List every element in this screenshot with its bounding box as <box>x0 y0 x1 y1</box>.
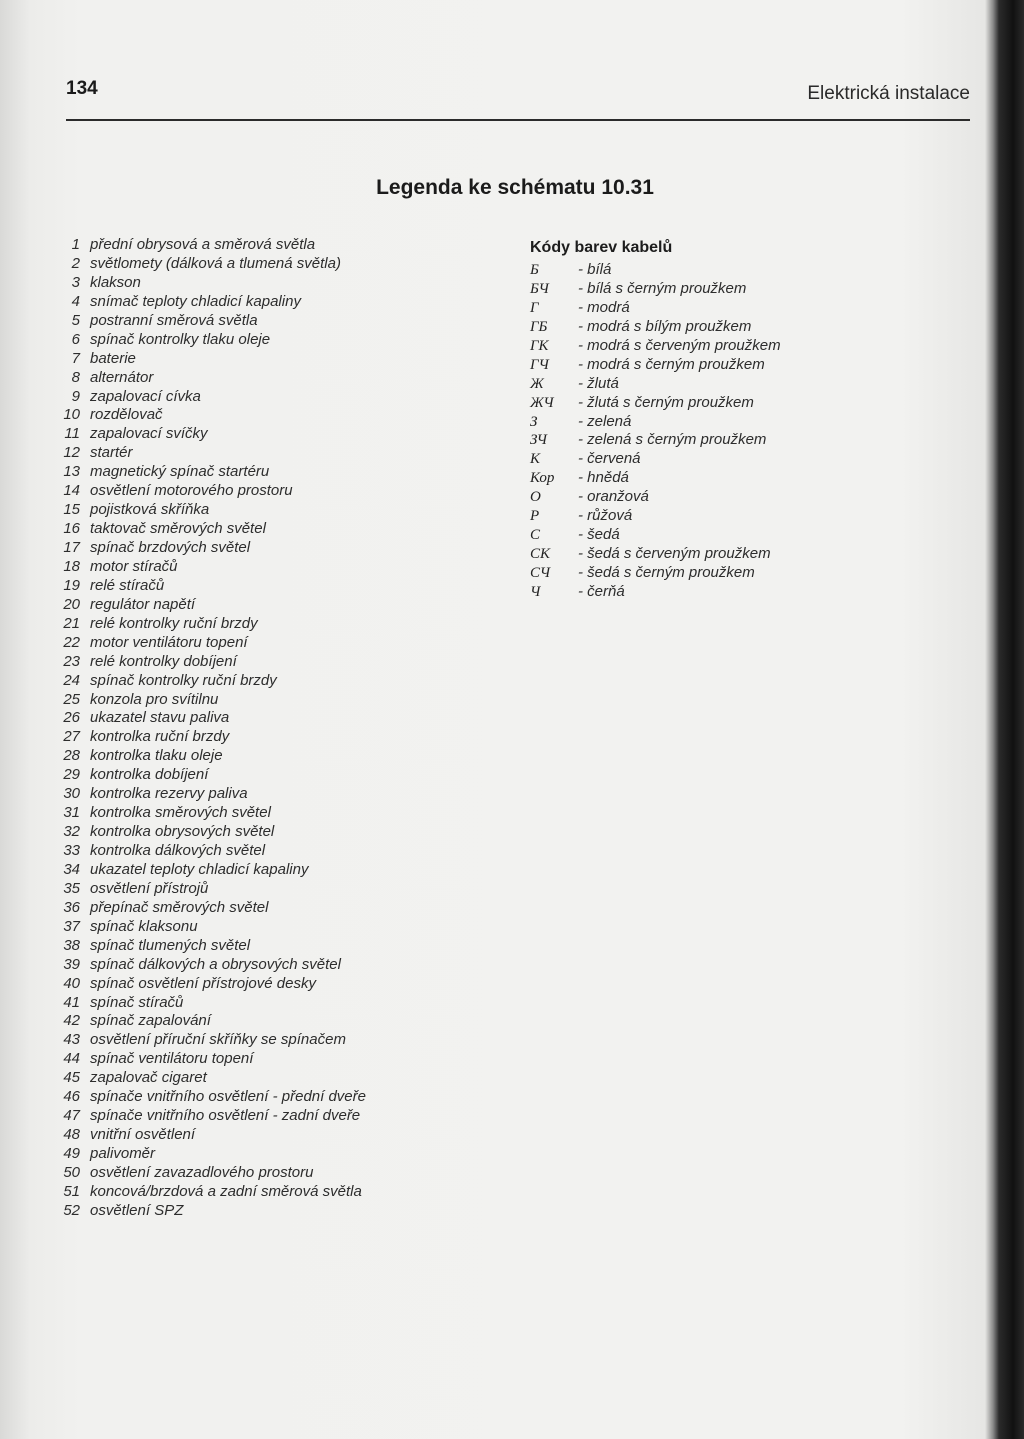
legend-item <box>48 1145 366 1164</box>
legend-item <box>48 994 366 1013</box>
legend-item-number: 27 <box>63 728 80 746</box>
color-code-row <box>530 450 781 469</box>
legend-item-number: 26 <box>63 709 80 727</box>
color-code-row <box>530 545 781 564</box>
color-code: Г <box>530 299 539 316</box>
color-description: - červená <box>578 450 641 468</box>
legend-item <box>48 728 366 747</box>
legend-item-text: relé kontrolky dobíjení <box>90 652 237 670</box>
legend-item-number: 21 <box>63 614 80 632</box>
legend-item-text: spínač kontrolky ruční brzdy <box>90 671 277 689</box>
legend-item-number: 50 <box>63 1163 80 1181</box>
legend-item-number: 4 <box>71 292 80 310</box>
color-description: - hnědá <box>578 469 629 487</box>
legend-item <box>48 880 366 899</box>
legend-item-number: 35 <box>63 879 80 897</box>
legend-item-text: spínače vnitřního osvětlení - přední dveře <box>90 1088 366 1106</box>
legend-item-number: 33 <box>63 842 80 859</box>
legend-item-text: zapalovací svíčky <box>90 425 208 443</box>
legend-item-text: spínače vnitřního osvětlení - zadní dveře <box>90 1107 361 1125</box>
legend-item <box>48 956 366 975</box>
legend-item <box>48 255 366 274</box>
legend-item <box>48 520 366 539</box>
legend-item-text: spínač klaksonu <box>90 917 198 935</box>
color-description: - modrá s černým proužkem <box>578 355 765 373</box>
section-title: Elektrická instalace <box>807 83 970 104</box>
color-description: - růžová <box>578 507 633 525</box>
legend-item-number: 45 <box>63 1069 80 1087</box>
legend-item-text: osvětlení příruční skříňky se spínačem <box>90 1031 346 1049</box>
legend-item-number: 18 <box>63 557 80 575</box>
legend-item-text: spínač brzdových světel <box>90 539 251 556</box>
book-spine-shadow <box>993 0 1024 1439</box>
legend-item <box>48 842 366 861</box>
color-code: Кор <box>530 470 555 487</box>
legend-item-number: 16 <box>63 520 80 538</box>
legend-item <box>48 1164 366 1183</box>
color-code: БЧ <box>530 280 549 297</box>
legend-item <box>48 975 366 994</box>
legend-item-number: 7 <box>71 349 80 367</box>
legend-item-text: spínač kontrolky tlaku oleje <box>90 330 271 348</box>
legend-item-number: 24 <box>63 671 80 689</box>
color-code: ГЧ <box>530 356 549 373</box>
legend-item-number: 23 <box>63 652 80 670</box>
legend-item-text: kontrolka ruční brzdy <box>90 728 230 746</box>
legend-item-number: 43 <box>63 1031 80 1049</box>
legend-item-text: osvětlení motorového prostoru <box>90 482 293 500</box>
legend-item <box>48 388 366 407</box>
legend-item <box>48 615 366 634</box>
legend-item <box>48 766 366 785</box>
legend-item-text: kontrolka dálkových světel <box>90 842 266 859</box>
color-code: С <box>530 527 541 544</box>
legend-item-number: 11 <box>64 425 80 443</box>
page-title <box>0 176 1024 200</box>
color-code: ГК <box>530 337 549 354</box>
legend-item <box>48 425 366 444</box>
legend-item-text: koncová/brzdová a zadní směrová světla <box>90 1182 362 1200</box>
legend-item <box>48 691 366 710</box>
legend-item-number: 28 <box>63 747 80 765</box>
color-description: - modrá <box>578 298 630 316</box>
color-code-row <box>530 564 781 583</box>
legend-item <box>48 274 366 293</box>
color-code: ЖЧ <box>530 394 554 411</box>
legend-item-text: kontrolka rezervy paliva <box>90 785 248 803</box>
legend-item-text: magnetický spínač startéru <box>90 463 270 481</box>
legend-item-number: 42 <box>63 1012 80 1030</box>
legend-item <box>48 236 366 255</box>
header-divider <box>66 119 970 121</box>
legend-item-number: 22 <box>63 633 80 651</box>
legend-item-text: spínač ventilátoru topení <box>90 1050 254 1068</box>
legend-item <box>48 293 366 312</box>
legend-item <box>48 1069 366 1088</box>
legend-item-text: ukazatel teploty chladicí kapaliny <box>90 860 309 878</box>
legend-item-text: relé stíračů <box>90 576 165 594</box>
color-description: - bílá <box>578 261 612 278</box>
color-code-row <box>530 375 781 394</box>
color-codes-list <box>530 261 781 602</box>
legend-item-text: přepínač směrových světel <box>90 898 269 916</box>
legend-item <box>48 709 366 728</box>
color-description: - žlutá s černým proužkem <box>578 393 754 411</box>
legend-item-number: 20 <box>63 595 80 613</box>
legend-item-text: spínač osvětlení přístrojové desky <box>90 974 316 992</box>
legend-item-number: 9 <box>71 387 80 405</box>
legend-item <box>48 350 366 369</box>
color-code: ГБ <box>530 318 548 335</box>
legend-item-text: klakson <box>90 273 141 291</box>
legend-item-number: 39 <box>63 955 80 973</box>
legend-item-text: baterie <box>90 349 136 367</box>
legend-item-number: 25 <box>63 690 80 708</box>
legend-item-text: pojistková skříňka <box>90 501 210 519</box>
color-description: - modrá s bílým proužkem <box>578 317 752 335</box>
color-code-row <box>530 583 781 602</box>
color-code-row <box>530 261 781 280</box>
legend-item <box>48 482 366 501</box>
legend-item-text: zapalovač cigaret <box>90 1069 207 1087</box>
legend-item-number: 52 <box>63 1201 80 1219</box>
legend-item <box>48 596 366 615</box>
page-number: 134 <box>66 78 98 99</box>
legend-item <box>48 1050 366 1069</box>
legend-item-number: 8 <box>71 368 80 386</box>
legend-item-number: 15 <box>63 501 80 519</box>
legend-item <box>48 804 366 823</box>
color-code: Ч <box>530 583 541 600</box>
legend-item-text: spínač dálkových a obrysových světel <box>90 955 341 973</box>
legend-item-number: 31 <box>63 804 80 822</box>
legend-item-text: spínač stíračů <box>90 993 184 1011</box>
color-code-row <box>530 280 781 299</box>
legend-item <box>48 937 366 956</box>
legend-item <box>48 747 366 766</box>
legend-item-number: 41 <box>63 993 80 1011</box>
legend-item <box>48 1107 366 1126</box>
legend-item-text: spínač tlumených světel <box>90 936 251 954</box>
color-code-row <box>530 394 781 413</box>
legend-item <box>48 369 366 388</box>
legend-item <box>48 823 366 842</box>
color-code: Ж <box>530 375 544 392</box>
legend-item-number: 40 <box>63 974 80 992</box>
legend-item <box>48 861 366 880</box>
legend-item-number: 29 <box>63 766 80 784</box>
legend-item-text: osvětlení zavazadlového prostoru <box>90 1163 314 1181</box>
color-code-row <box>530 413 781 432</box>
legend-item-number: 17 <box>63 539 80 556</box>
color-code-row <box>530 469 781 488</box>
legend-item <box>48 463 366 482</box>
legend-item-text: snímač teploty chladicí kapaliny <box>90 292 301 310</box>
legend-item-number: 44 <box>63 1050 80 1068</box>
legend-item <box>48 1183 366 1202</box>
legend-item <box>48 1012 366 1031</box>
color-code: Р <box>530 508 540 525</box>
color-code-row <box>530 356 781 375</box>
color-code-row <box>530 299 781 318</box>
legend-item-number: 3 <box>71 273 80 291</box>
legend-item-number: 36 <box>63 898 80 916</box>
legend-item-text: ukazatel stavu paliva <box>90 709 230 727</box>
color-description: - zelená s černým proužkem <box>578 431 767 449</box>
legend-item <box>48 653 366 672</box>
color-description: - šedá s červeným proužkem <box>578 545 771 563</box>
legend-item <box>48 785 366 804</box>
color-code-row <box>530 526 781 545</box>
legend-item-number: 6 <box>71 330 80 348</box>
legend-item-number: 14 <box>63 482 80 500</box>
legend-item <box>48 539 366 558</box>
legend-item-number: 34 <box>63 860 80 878</box>
legend-item-number: 46 <box>63 1088 80 1106</box>
legend-item <box>48 1202 366 1221</box>
color-code-row <box>530 488 781 507</box>
legend-item-text: přední obrysová a směrová světla <box>90 236 316 253</box>
legend-item-number: 10 <box>63 406 80 424</box>
legend-item <box>48 672 366 691</box>
legend-item-number: 19 <box>63 576 80 594</box>
legend-item-text: palivoměr <box>90 1145 156 1162</box>
legend-item-text: zapalovací cívka <box>90 387 201 405</box>
legend-item-text: rozdělovač <box>90 406 163 424</box>
legend-item-text: taktovač směrových světel <box>90 520 266 538</box>
legend-item <box>48 899 366 918</box>
legend-item-text: kontrolka směrových světel <box>90 804 271 822</box>
legend-item-text: kontrolka obrysových světel <box>90 823 275 841</box>
color-description: - oranžová <box>578 488 649 506</box>
legend-item-number: 51 <box>63 1182 80 1200</box>
color-code: ЗЧ <box>530 432 548 449</box>
legend-item-text: startér <box>90 444 133 462</box>
legend-item <box>48 444 366 463</box>
color-code-row <box>530 431 781 450</box>
legend-item-text: kontrolka dobíjení <box>90 766 209 784</box>
legend-item-text: vnitřní osvětlení <box>90 1126 196 1144</box>
legend-item <box>48 918 366 937</box>
legend-item-text: spínač zapalování <box>90 1012 211 1030</box>
legend-item-number: 37 <box>63 917 80 935</box>
legend-item-text: kontrolka tlaku oleje <box>90 747 223 765</box>
legend-item <box>48 1031 366 1050</box>
legend-item <box>48 1088 366 1107</box>
legend-item-number: 1 <box>71 236 80 253</box>
color-code-row <box>530 337 781 356</box>
legend-item <box>48 558 366 577</box>
color-description: - čerňá <box>578 582 625 600</box>
legend-item <box>48 577 366 596</box>
page-title-text: Legenda ke schématu 10.31 <box>376 176 654 199</box>
legend-item-text: osvětlení přístrojů <box>90 879 209 897</box>
color-code-row <box>530 318 781 337</box>
legend-item-text: alternátor <box>90 368 154 386</box>
color-description: - zelená <box>578 412 632 430</box>
legend-item-number: 2 <box>71 254 80 272</box>
color-code: СК <box>530 546 550 563</box>
legend-list <box>48 236 366 1221</box>
legend-item-number: 5 <box>71 311 80 329</box>
legend-item <box>48 406 366 425</box>
color-description: - modrá s červeným proužkem <box>578 336 781 354</box>
color-code-row <box>530 507 781 526</box>
legend-item-text: osvětlení SPZ <box>90 1201 184 1219</box>
color-description: - šedá s černým proužkem <box>578 564 755 581</box>
legend-item-text: regulátor napětí <box>90 595 196 613</box>
legend-item-number: 48 <box>63 1126 80 1144</box>
color-code: Б <box>530 262 539 278</box>
legend-item <box>48 501 366 520</box>
legend-item-number: 13 <box>63 463 80 481</box>
legend-item-text: postranní směrová světla <box>90 311 258 329</box>
cable-color-codes <box>530 237 781 602</box>
legend-item-number: 32 <box>63 823 80 841</box>
legend-item-text: světlomety (dálková a tlumená světla) <box>90 254 341 272</box>
legend-item <box>48 634 366 653</box>
color-codes-title: Kódy barev kabelů <box>530 239 673 256</box>
legend-item-number: 49 <box>63 1145 80 1162</box>
legend-item-number: 12 <box>63 444 80 462</box>
legend-item-number: 38 <box>63 936 80 954</box>
legend-item-text: relé kontrolky ruční brzdy <box>90 614 258 632</box>
legend-item <box>48 1126 366 1145</box>
legend-item-number: 30 <box>63 785 80 803</box>
color-code: СЧ <box>530 565 551 581</box>
color-description: - žlutá <box>578 374 619 392</box>
legend-item <box>48 312 366 331</box>
color-description: - šedá <box>578 526 620 544</box>
color-code: З <box>530 413 538 430</box>
color-code: О <box>530 489 541 506</box>
legend-item-text: konzola pro svítilnu <box>90 690 219 708</box>
legend-item-number: 47 <box>63 1107 80 1125</box>
legend-item-text: motor stíračů <box>90 557 178 575</box>
color-code: К <box>530 451 540 468</box>
legend-item-text: motor ventilátoru topení <box>90 633 248 651</box>
legend-item <box>48 331 366 350</box>
color-description: - bílá s černým proužkem <box>578 279 747 297</box>
